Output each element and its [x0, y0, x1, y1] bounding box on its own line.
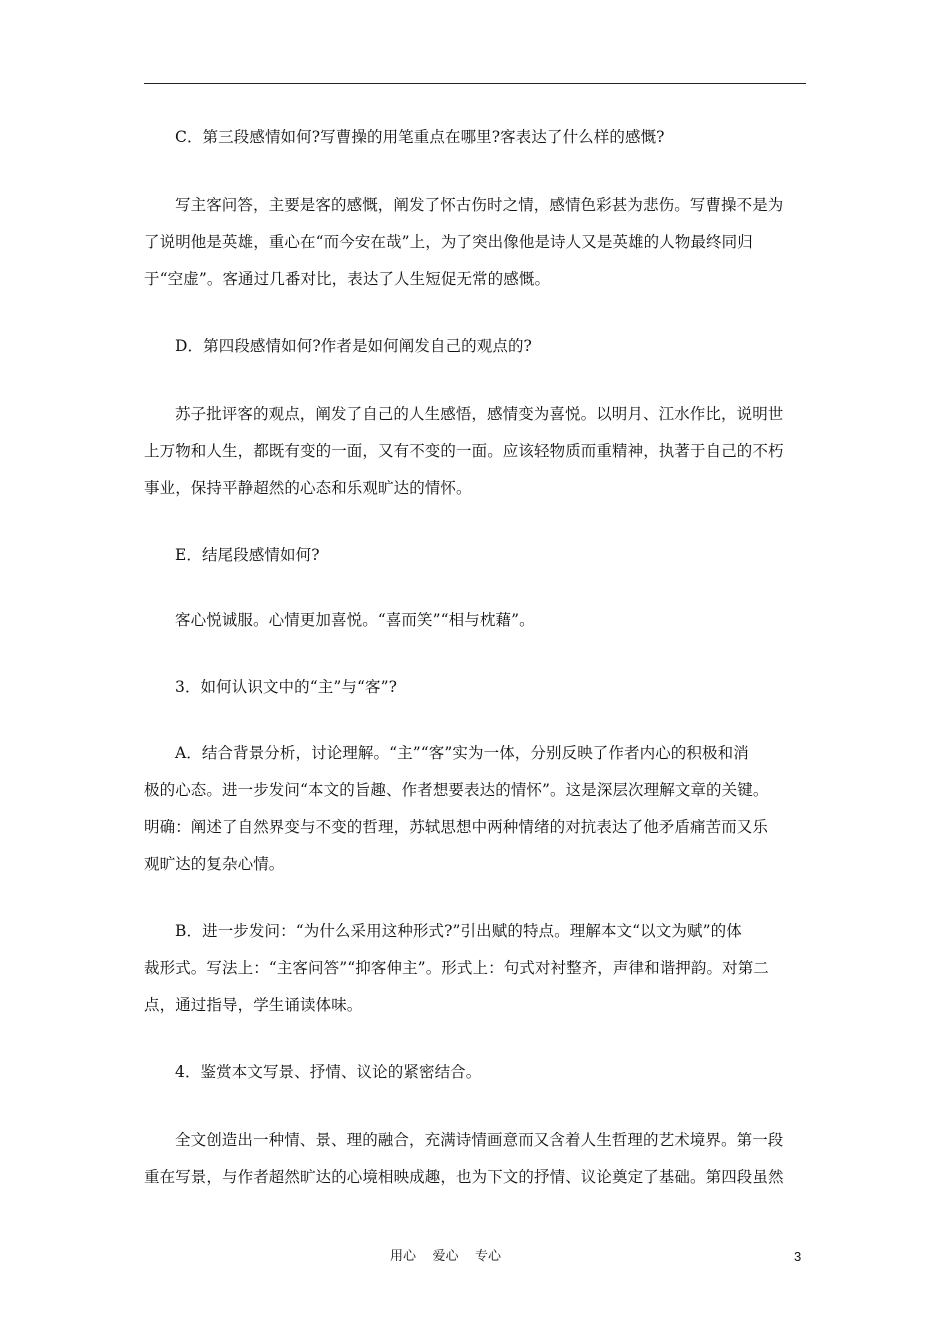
- answer-3a-line: 极的心态。进一步发问“本文的旨趣、作者想要表达的情怀”。这是深层次理解文章的关键。: [144, 781, 769, 799]
- header-rule: [144, 83, 806, 84]
- footer-slogan: 用心 爱心 专心: [390, 1249, 502, 1264]
- answer-c-line: 于“空虚”。客通过几番对比，表达了人生短促无常的感慨。: [144, 270, 551, 288]
- answer-3b-line: 裁形式。写法上：“主客问答”“抑客伸主”。形式上：句式对衬整齐，声律和谐押韵。对第二: [144, 959, 769, 977]
- answer-c-line: 了说明他是英雄，重心在“而今安在哉”上，为了突出像他是诗人又是英雄的人物最终同归: [144, 233, 753, 251]
- question-d: D．第四段感情如何?作者是如何阐发自己的观点的?: [175, 337, 532, 355]
- answer-3b-line: B．进一步发问：“为什么采用这种形式?”引出赋的特点。理解本文“以文为赋”的体: [175, 922, 742, 940]
- answer-c-line: 写主客问答，主要是客的感慨，阐发了怀古伤时之情，感情色彩甚为悲伤。写曹操不是为: [175, 196, 784, 214]
- question-3: 3．如何认识文中的“主”与“客”?: [175, 678, 398, 696]
- answer-d-line: 上万物和人生，都既有变的一面，又有不变的一面。应该轻物质而重精神，执著于自己的不朽: [144, 442, 784, 460]
- question-e: E．结尾段感情如何?: [175, 546, 320, 564]
- answer-d-line: 事业，保持平静超然的心态和乐观旷达的情怀。: [144, 479, 472, 497]
- answer-4-line: 重在写景，与作者超然旷达的心境相映成趣，也为下文的抒情、议论奠定了基础。第四段虽然: [144, 1168, 784, 1186]
- answer-d-line: 苏子批评客的观点，阐发了自己的人生感悟，感情变为喜悦。以明月、江水作比，说明世: [175, 405, 784, 423]
- answer-3b-line: 点，通过指导，学生诵读体味。: [144, 996, 363, 1014]
- question-c: C．第三段感情如何?写曹操的用笔重点在哪里?客表达了什么样的感慨?: [175, 128, 665, 146]
- question-4: 4．鉴赏本文写景、抒情、议论的紧密结合。: [175, 1063, 482, 1081]
- page-number: 3: [794, 1249, 802, 1264]
- answer-3a-line: 观旷达的复杂心情。: [144, 855, 285, 873]
- answer-3a-line: 明确：阐述了自然界变与不变的哲理，苏轼思想中两种情绪的对抗表达了他矛盾痛苦而又乐: [144, 818, 769, 836]
- answer-e: 客心悦诚服。心情更加喜悦。“喜而笑”“相与枕藉”。: [175, 611, 535, 629]
- answer-4-line: 全文创造出一种情、景、理的融合，充满诗情画意而又含着人生哲理的艺术境界。第一段: [175, 1131, 784, 1149]
- answer-3a-line: A．结合背景分析，讨论理解。“主”“客”实为一体，分别反映了作者内心的积极和消: [175, 744, 749, 762]
